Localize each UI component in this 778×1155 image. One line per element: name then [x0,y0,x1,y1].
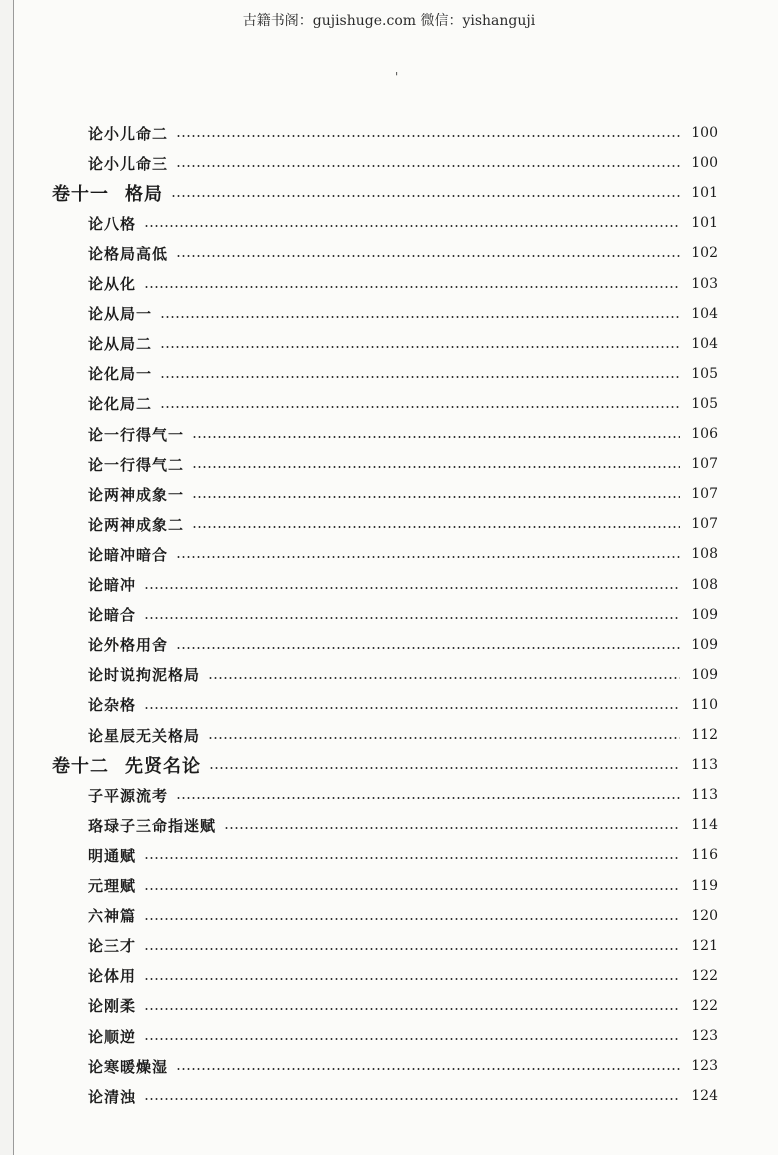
page-number: 120 [691,907,718,924]
page-number: 109 [691,606,718,623]
dot-leader [144,1098,680,1100]
dot-leader [209,767,680,769]
page-number: 105 [691,395,718,412]
toc-title: 论八格 [88,214,137,233]
chapter-number: 卷十一 [52,184,109,206]
dot-leader [192,436,680,438]
toc-title: 论杂格 [88,696,137,715]
dot-leader [176,797,680,799]
toc-title: 论一行得气一 [88,425,185,444]
page-number: 107 [691,516,718,533]
chapter-title: 先贤名论 [125,756,201,778]
toc-title: 明通赋 [88,846,137,865]
toc-entry-row[interactable] [88,871,718,901]
dot-leader [144,978,680,980]
toc-entry-row[interactable] [88,1021,718,1051]
dot-leader [208,737,680,739]
page-number: 105 [691,365,718,382]
toc-entry-row[interactable] [88,660,718,690]
toc-entry-row[interactable] [88,810,718,840]
toc-title: 子平源流考 [88,786,169,805]
page-number: 104 [691,305,718,322]
page-number: 121 [691,937,718,954]
page-number: 110 [691,696,718,713]
page-number: 122 [691,997,718,1014]
toc-title: 论寒暖燥湿 [88,1057,169,1076]
toc-title [52,180,171,206]
page-number: 106 [691,426,718,442]
dot-leader [144,225,680,227]
toc-entry-row[interactable] [88,299,718,329]
page-number: 107 [691,486,718,503]
toc-entry-row[interactable] [88,690,718,720]
toc-title: 论体用 [88,967,137,986]
dot-leader [176,255,680,257]
toc-entry-row[interactable] [88,449,718,479]
dot-leader [176,556,680,558]
toc-title: 论从局一 [88,305,153,324]
toc-entry-row[interactable] [88,840,718,870]
toc-entry-row[interactable] [88,148,718,178]
page-number: 107 [691,456,718,473]
toc-entry-row[interactable] [88,118,718,148]
toc-entry-row[interactable] [88,238,718,268]
page-number: 108 [691,546,718,563]
dot-leader [224,827,680,829]
toc-entry-row[interactable] [88,630,718,660]
toc-entry-row[interactable] [88,720,718,750]
page-number: 114 [691,817,718,834]
dot-leader [144,617,680,619]
dot-leader [176,647,680,649]
dot-leader [160,376,680,378]
page-number: 112 [691,727,718,743]
toc-title: 论一行得气二 [88,455,185,474]
dot-leader [144,918,680,920]
dot-leader [192,466,680,468]
toc-entry-row[interactable] [88,901,718,931]
toc-title: 论星辰无关格局 [88,726,201,745]
toc-chapter-row[interactable] [52,750,718,780]
page-number: 103 [691,275,718,292]
toc-entry-row[interactable] [88,419,718,449]
dot-leader [160,346,680,348]
toc-entry-row[interactable] [88,780,718,810]
toc-entry-row[interactable] [88,1051,718,1081]
page-number: 100 [691,155,718,172]
toc-title: 论格局高低 [88,244,169,263]
toc-title: 论顺逆 [88,1027,137,1046]
dot-leader [144,1038,680,1040]
page-number: 104 [691,335,718,352]
toc-title: 论暗冲暗合 [88,545,169,564]
toc-title: 论刚柔 [88,997,137,1016]
dot-leader [192,526,680,528]
page-number: 113 [691,787,718,804]
page-number: 109 [691,666,718,683]
dot-leader [176,135,680,137]
toc-title: 论清浊 [88,1087,137,1106]
toc-entry-row[interactable] [88,1081,718,1111]
toc-entry-row[interactable] [88,509,718,539]
toc-title: 论从局二 [88,335,153,354]
page-number: 124 [691,1088,718,1105]
toc-chapter-row[interactable] [52,178,718,208]
toc-entry-row[interactable] [88,570,718,600]
dot-leader [176,165,680,167]
dot-leader [192,496,680,498]
page-number: 123 [691,1058,718,1075]
page-number: 122 [691,967,718,984]
page-number: 116 [691,847,718,864]
dot-leader [144,707,680,709]
toc-title: 论两神成象二 [88,515,185,534]
toc-entry-row[interactable] [88,931,718,961]
stray-mark: ' [395,70,399,84]
page-number: 100 [691,125,718,141]
page-number: 101 [691,215,718,232]
toc-title: 论时说拘泥格局 [88,666,201,685]
dot-leader [144,948,680,950]
toc-title: 论小儿命二 [88,124,169,143]
toc-title: 论暗合 [88,606,137,625]
page-number: 113 [691,757,718,774]
toc-entry-row[interactable] [88,991,718,1021]
chapter-number: 卷十二 [52,756,109,778]
toc-title: 论从化 [88,275,137,293]
toc-entry-row[interactable] [88,389,718,419]
toc-title: 论外格用舍 [88,636,169,655]
toc-entry-row[interactable] [88,600,718,630]
toc-entry-row[interactable] [88,329,718,359]
toc-title: 论小儿命三 [88,154,169,173]
dot-leader [144,857,680,859]
toc-entry-row[interactable] [88,208,718,238]
toc-title: 论三才 [88,937,137,956]
page-number: 119 [691,877,718,894]
chapter-title: 格局 [125,184,163,206]
toc-title: 六神篇 [88,907,137,926]
dot-leader [171,195,680,197]
toc-entry-row[interactable] [88,269,718,299]
toc-title: 论两神成象一 [88,485,185,504]
page-number: 108 [691,576,718,593]
page-number: 123 [691,1028,718,1044]
toc-title: 珞琭子三命指迷赋 [88,816,217,835]
dot-leader [144,587,680,589]
toc-title: 论化局一 [88,365,153,384]
toc-entry-row[interactable] [88,961,718,991]
watermark-header: 古籍书阁：gujishuge.com 微信：yishanguji [242,13,536,29]
page-left-edge [0,0,14,1155]
dot-leader [160,316,680,318]
dot-leader [160,406,680,408]
dot-leader [144,1008,680,1010]
dot-leader [144,286,680,288]
toc-entry-row[interactable] [88,479,718,509]
toc-title: 论化局二 [88,395,153,414]
dot-leader [144,888,680,890]
page-number: 101 [691,185,718,202]
dot-leader [208,677,680,679]
toc-entry-row[interactable] [88,539,718,569]
toc-entry-row[interactable] [88,359,718,389]
dot-leader [176,1068,680,1070]
toc-title [52,752,209,778]
page-number: 102 [691,245,718,262]
toc-title: 论暗冲 [88,576,137,594]
toc-title: 元理赋 [88,877,137,895]
page-number: 109 [691,636,718,653]
